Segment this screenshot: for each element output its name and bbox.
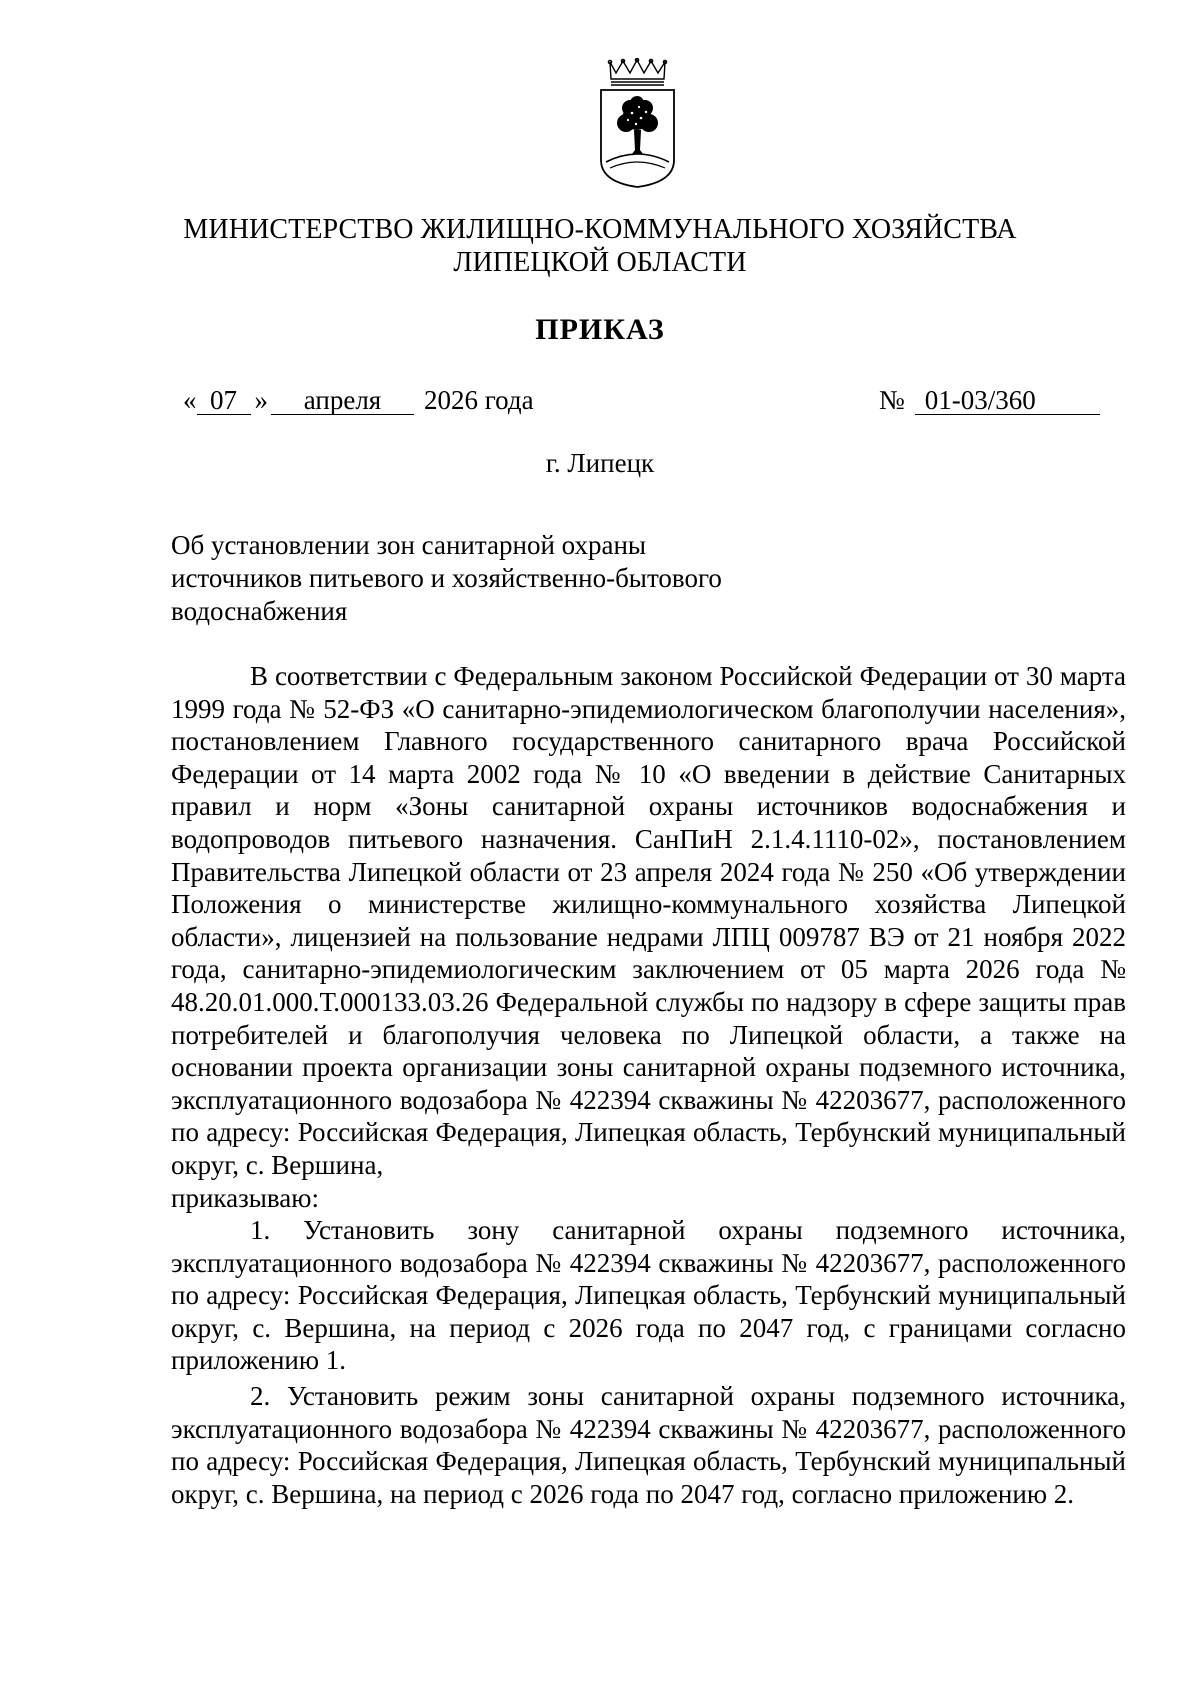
order-subject [171,529,722,628]
date-open-quote: « [183,385,197,415]
document-type-title: ПРИКАЗ [535,313,665,346]
order-number [879,383,1100,417]
order-date [183,383,534,417]
date-month: апреля [271,386,414,415]
order-item-1: 1. Установить зону санитарной охраны подземного источника, эксплуатационного водозабора № 422394 скважины № 42203677, расположенного по адресу: Российская Федерация, Липецкая область, Тербунский муниципальный округ, с. Вершина, на период с 2026 года по 2047 год, с границами согласно приложению 1. [171,1215,1126,1376]
ministry-name [150,213,1050,279]
preamble-paragraph: В соответствии с Федеральным законом Российской Федерации от 30 марта 1999 года № 52-ФЗ «О санитарно-эпидемиологическом благополучии населения», постановлением Главного государственного санитарного врача Российской Федерации от 14 марта 2002 года № 10 «О введении в действие Санитарных правил и норм «Зоны санитарной охраны источников водоснабжения и водопроводов питьевого назначения. СанПиН 2.1.4.1110-02», постановлением Правительства Липецкой области от 23 апреля 2024 года № 250 «Об утверждении Положения о министерстве жилищно-коммунального хозяйства Липецкой области», лицензией на пользование недрами ЛПЦ 009787 ВЭ от 21 ноября 2022 года, санитарно-эпидемиологическим заключением от 05 марта 2026 года № 48.20.01.000.Т.000133.03.26 Федеральной службы по надзору в сфере защиты прав потребителей и благополучия человека по Липецкой области, а также на основании проекта организации зоны санитарной охраны подземного источника, эксплуатационного водозабора № 422394 скважины № 42203677, расположенного по адресу: Российская Федерация, Липецкая область, Тербунский муниципальный округ, с. Вершина, [171,661,1126,1180]
date-year: 2026 года [424,385,534,415]
subject-line1: Об установлении зон санитарной охраны [171,530,647,560]
coat-of-arms-icon [596,58,679,188]
number-value: 01-03/360 [915,386,1100,415]
ministry-name-line1: МИНИСТЕРСТВО ЖИЛИЩНО-КОММУНАЛЬНОГО ХОЗЯЙСТВА [183,214,1017,245]
order-body [171,660,1126,1510]
subject-line2: источников питьевого и хозяйственно-бытового [171,563,722,593]
date-close-quote: » [254,385,268,415]
subject-line3: водоснабжения [171,596,348,626]
order-item-2: 2. Установить режим зоны санитарной охраны подземного источника, эксплуатационного водозабора № 422394 скважины № 42203677, расположенного по адресу: Российская Федерация, Липецкая область, Тербунский муниципальный округ, с. Вершина, на период с 2026 года по 2047 год, согласно приложению 2. [171,1381,1126,1509]
date-day: 07 [197,386,251,415]
order-word: приказываю: [171,1182,319,1213]
ministry-name-line2: ЛИПЕЦКОЙ ОБЛАСТИ [453,247,747,278]
city-name: г. Липецк [545,448,655,478]
number-sign: № [879,385,905,415]
